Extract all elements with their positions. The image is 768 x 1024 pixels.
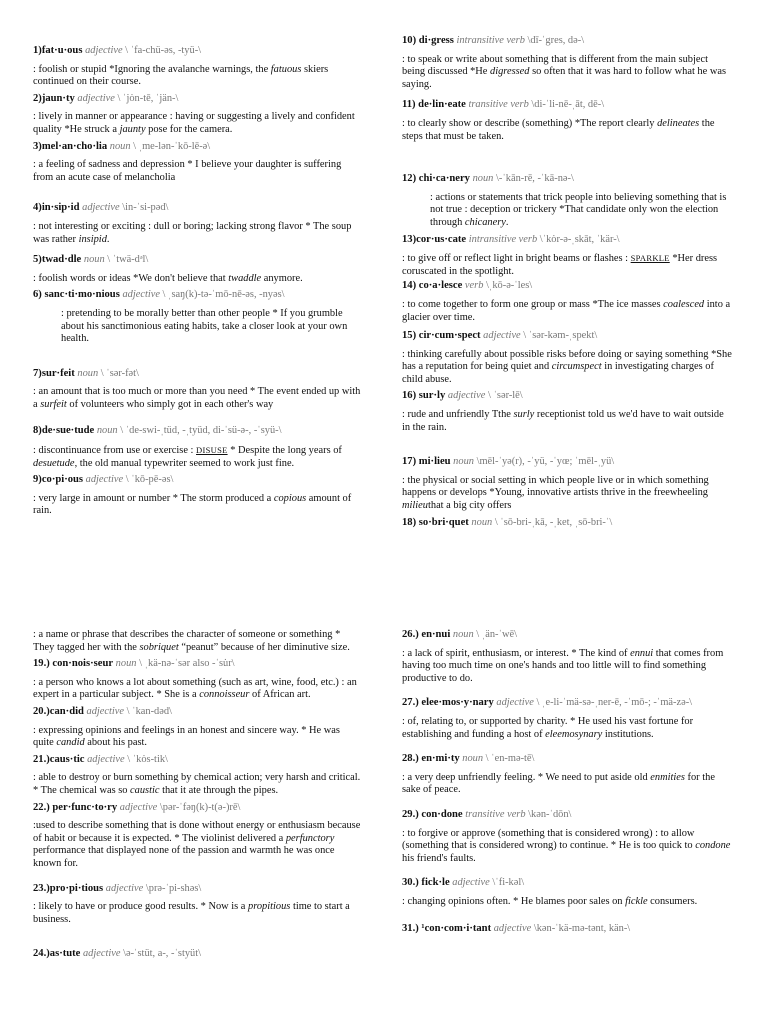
headword: 24.)as·tute (33, 948, 81, 960)
definition (402, 648, 732, 686)
pronunciation: \ˌkō-ə-ˈles\ (486, 280, 533, 292)
definition-text: anymore. (261, 272, 303, 284)
pronunciation: \pər-ˈfəŋ(k)-t(ə-)rē\ (159, 801, 241, 813)
dictionary-entry (33, 254, 363, 285)
dictionary-entry (33, 93, 363, 137)
definition (33, 820, 363, 870)
definition-text: , the old manual typewriter seemed to work just fine. (74, 457, 295, 469)
definition-text: so often that it was hard to follow what he was saying. (402, 66, 726, 90)
part-of-speech: noun (452, 629, 474, 640)
italic-term: milieu (402, 500, 428, 512)
definition (402, 828, 732, 866)
dictionary-entry (33, 368, 363, 412)
headword: 4)in·sip·id (33, 202, 80, 214)
part-of-speech: adjective (85, 45, 123, 56)
dictionary-entry (402, 234, 732, 279)
definition (33, 444, 363, 470)
pronunciation: \ ˌe-li-ˈmä-sə-ˌner-ē, -ˈmō-; -ˈmä-zə-\ (536, 697, 693, 709)
definition-text: : able to destroy or burn something by chemical action; very harsh and critical. * The chemical was so (33, 772, 361, 796)
definition (33, 159, 363, 184)
headword: 2)jaun·ty (33, 92, 75, 104)
italic-term: delineates (657, 117, 700, 129)
definition-text: : rude and unfriendly Tthe (402, 409, 514, 421)
headword: 6) sanc·ti·mo·nious (33, 289, 120, 301)
headword: 27.) elee·mos·y·nary (402, 697, 494, 709)
definition-text: : of, relating to, or supported by charity. * He used his vast fortune for establishing and funding a host of (402, 715, 694, 740)
pronunciation: \ ˈkan-dəd\ (126, 705, 172, 717)
part-of-speech: adjective (122, 289, 160, 301)
pronunciation: \ ˈsər-kəm-ˌspekt\ (523, 330, 598, 342)
entry-heading (33, 474, 363, 487)
pronunciation: \ ˌkä-nə-ˈsər also -ˈsu̇r\ (139, 658, 235, 670)
entry-heading (402, 390, 732, 403)
pronunciation: \ə-ˈstüt, a-, -ˈstyüt\ (123, 948, 202, 960)
entry-heading (402, 629, 732, 642)
definition (402, 772, 732, 797)
definition-text: receptionist told us we'd have to wait outside in the rain. (402, 409, 724, 433)
entry-heading (402, 877, 732, 890)
headword: 30.) fick·le (402, 877, 450, 889)
part-of-speech: noun (115, 658, 137, 670)
entry-heading (402, 99, 732, 112)
part-of-speech: noun (471, 516, 493, 528)
entry-heading (402, 173, 732, 186)
italic-term: sobriquet (139, 641, 179, 653)
headword: 28.) en·mi·ty (402, 753, 460, 765)
definition-text: pose for the camera. (145, 123, 233, 135)
part-of-speech: noun (109, 140, 131, 152)
italic-term: digressed (490, 66, 530, 78)
definition (33, 221, 363, 246)
definition-text: : actions or statements that trick people into believing something that is not true : deception or trickery *That candidate only won the election through (430, 191, 727, 228)
definition-text: his friend's faults. (402, 852, 476, 864)
headword: 15) cir·cum·spect (402, 330, 481, 342)
definition-text: : to forgive or approve (something that is considered wrong) : to allow (something that is considered wrong) to continue. * He is too quick to (402, 827, 696, 852)
italic-term: twaddle (228, 272, 262, 284)
pronunciation: \ˈfi-kəl\ (492, 877, 525, 889)
entry-heading (402, 517, 732, 530)
part-of-speech: noun (453, 456, 474, 468)
definition-text: : to give off or reflect light in bright beams or flashes : (402, 253, 631, 265)
part-of-speech: adjective (85, 474, 124, 486)
dictionary-entry (402, 280, 732, 324)
dictionary-entry (33, 658, 363, 702)
entry-heading (33, 45, 363, 58)
definition-text: *Her dress coruscated in the spotlight. (402, 253, 718, 277)
definition (402, 299, 732, 324)
part-of-speech: transitive verb (468, 99, 529, 111)
definition (402, 716, 732, 741)
entry-heading (33, 141, 363, 154)
italic-term: ennui (630, 647, 654, 659)
entry-heading (402, 234, 732, 247)
definition-text: : likely to have or produce good results. * Now is a (33, 901, 248, 913)
definition-text: . (505, 216, 509, 228)
headword: 29.) con·done (402, 808, 463, 820)
entry-heading (33, 658, 363, 671)
definition-text: for the sake of peace. (402, 771, 715, 796)
dictionary-entry (33, 883, 363, 927)
dictionary-entry (402, 697, 732, 741)
headword: 19.) con·nois·seur (33, 658, 114, 670)
headword: 20.)can·did (33, 705, 84, 717)
headword: 9)co·pi·ous (33, 474, 84, 486)
pronunciation: \ ˈsō-bri-ˌkā, -ˌket, ˌsō-bri-ˈ\ (494, 516, 613, 528)
definition (402, 409, 732, 434)
pronunciation: \ˈkȯr-ə-ˌskāt, ˈkär-\ (539, 233, 620, 245)
definition-text: : foolish words or ideas *We don't believe that (33, 272, 229, 284)
definition-text: : the physical or social setting in which people live or in which something happens or develops *Young, innovative artists thrive in the freewheeling (402, 474, 709, 499)
dictionary-entry (402, 809, 732, 865)
definition (402, 192, 732, 230)
headword: 3)mel·an·cho·lia (33, 140, 108, 152)
definition-text: : pretending to be morally better than other people * If you grumble about his sanctimonious eating habits, take a closer look at your own health. (61, 307, 348, 345)
italic-term: coalesced (663, 298, 705, 310)
headword: 31.) ¹con·com·i·tant (402, 922, 492, 934)
part-of-speech: adjective (82, 948, 121, 960)
pronunciation: \ ˌän-ˈwē\ (476, 629, 517, 640)
definition-text: of African art. (249, 689, 311, 701)
definition-text: : very large in amount or number * The storm produced a (33, 492, 274, 504)
part-of-speech: adjective (86, 705, 125, 717)
headword: 5)twad·dle (33, 254, 82, 266)
italic-term: eleemosynary (545, 728, 603, 740)
pronunciation: \ ˈen-mə-tē\ (485, 753, 535, 765)
italic-term: fickle (625, 895, 648, 907)
dictionary-entry (33, 289, 363, 345)
dictionary-entry (33, 948, 363, 961)
definition-text: : a lack of spirit, enthusiasm, or interest. * The kind of (402, 647, 631, 659)
italic-term: fatuous (270, 63, 302, 75)
pronunciation: \in-ˈsi-pəd\ (122, 202, 169, 214)
italic-term: enmities (650, 771, 685, 783)
headword: 23.)pro·pi·tious (33, 882, 104, 894)
dictionary-entry (402, 629, 732, 685)
headword: 17) mi·lieu (402, 456, 451, 468)
headword: 1)fat·u·ous (33, 45, 83, 56)
definition-text: : a feeling of sadness and depression * I believe your daughter is suffering from an acute case of melancholia (33, 159, 342, 183)
entry-heading (402, 456, 732, 469)
entry-heading (33, 289, 363, 302)
definition (33, 493, 363, 518)
part-of-speech: adjective (87, 753, 125, 765)
italic-term: condone (695, 840, 731, 852)
dictionary-entry (402, 35, 732, 91)
italic-term: copious (273, 492, 307, 504)
definition (33, 308, 363, 346)
dictionary-entry (33, 706, 363, 750)
entry-heading (33, 93, 363, 106)
definition-text: : a very deep unfriendly feeling. * We need to put aside old (402, 771, 651, 783)
definition (33, 629, 363, 654)
entry-heading (33, 202, 363, 215)
definition-text: . (106, 233, 110, 245)
dictionary-entry (402, 456, 732, 512)
entry-heading (402, 697, 732, 710)
headword: 7)sur·feit (33, 367, 75, 379)
headword: 16) sur·ly (402, 390, 446, 402)
part-of-speech: noun (96, 425, 118, 437)
definition (402, 54, 732, 92)
pronunciation: \ ˈjȯn-tē, ˈjän-\ (117, 92, 179, 104)
headword: 22.) per·func·to·ry (33, 801, 118, 813)
definition-text: : an amount that is too much or more than you need * The event ended up with a (33, 386, 361, 410)
pronunciation: \kən-ˈkä-mə-tənt, kän-\ (533, 922, 631, 934)
pronunciation: \prə-ˈpi-shəs\ (145, 882, 202, 894)
italic-term: surfeit (40, 398, 67, 410)
part-of-speech: adjective (496, 697, 534, 709)
pronunciation: \mēl-ˈyə(r), -ˈyü, -ˈyœ; ˈmēl-ˌyü\ (476, 456, 615, 468)
italic-term: jaunty (119, 123, 146, 135)
pronunciation: \ ˈsər-lē\ (487, 390, 523, 402)
definition-text: into a glacier over time. (402, 298, 731, 323)
column-4 (402, 629, 732, 935)
dictionary-entry (402, 330, 732, 386)
entry-heading (33, 706, 363, 719)
definition (402, 475, 732, 513)
synonym-smallcaps: SPARKLE (630, 253, 670, 264)
part-of-speech: noun (472, 173, 494, 185)
pronunciation: \ ˌme-lən-ˈkō-lē-ə\ (133, 140, 211, 152)
headword: 10) di·gress (402, 35, 454, 46)
definition-text: * Despite the long years of (227, 445, 342, 457)
dictionary-entry (33, 629, 363, 654)
italic-term: chicanery (464, 216, 506, 228)
pronunciation: \ ˌsaŋ(k)-tə-ˈmō-nē-əs, -nyəs\ (162, 289, 285, 301)
headword: 13)cor·us·cate (402, 233, 467, 245)
definition (33, 677, 363, 702)
pronunciation: \ ˈtwä-dᵊl\ (107, 254, 149, 266)
synonym-smallcaps: DISUSE (196, 445, 228, 456)
definition-text: : expressing opinions and feelings in an honest and sincere way. * He was quite (33, 724, 340, 749)
part-of-speech: adjective (119, 801, 158, 813)
italic-term: propitious (248, 901, 291, 913)
part-of-speech: intransitive verb (456, 35, 525, 46)
definition-text: that a big city offers (427, 500, 512, 512)
part-of-speech: noun (83, 254, 105, 266)
dictionary-entry (33, 141, 363, 185)
definition-text: : foolish or stupid *Ignoring the avalanche warnings, the (33, 63, 271, 75)
part-of-speech: intransitive verb (468, 233, 538, 245)
definition-text: amount of rain. (33, 492, 352, 517)
definition-text: : thinking carefully about possible risks before doing or saying something *She has a reputation for being quiet and (402, 348, 732, 373)
entry-heading (33, 425, 363, 438)
pronunciation: \ ˈkȯs-tik\ (127, 753, 168, 765)
entry-heading (402, 923, 732, 936)
definition (402, 252, 732, 278)
definition-text: about his past. (84, 737, 147, 749)
pronunciation: \ ˈsər-fət\ (100, 367, 139, 379)
dictionary-entry (33, 202, 363, 246)
italic-term: perfunctory (285, 832, 335, 844)
definition-text: in investigating charges of child abuse. (402, 361, 714, 385)
entry-heading (33, 368, 363, 381)
definition-text: institutions. (602, 728, 654, 740)
part-of-speech: adjective (452, 877, 490, 889)
entry-heading (33, 802, 363, 815)
pronunciation: \-ˈkān-rē, -ˈkā-nə-\ (495, 173, 574, 185)
part-of-speech: noun (77, 367, 99, 379)
dictionary-entry (33, 754, 363, 798)
italic-term: caustic (130, 784, 160, 796)
definition (402, 349, 732, 387)
definition-text: : to speak or write about something that is different from the main subject being discussed *He (402, 53, 708, 78)
pronunciation: \ ˈde-swi-ˌtüd, -ˌtyüd, di-ˈsü-ə-, -ˈsyü-\ (120, 425, 282, 437)
definition (33, 111, 363, 136)
part-of-speech: adjective (105, 882, 144, 894)
definition-text: : to clearly show or describe (something) *The report clearly (402, 117, 658, 129)
dictionary-entry (402, 923, 732, 936)
definition-text: : discontinuance from use or exercise : (33, 445, 197, 457)
definition (33, 273, 363, 286)
headword: 21.)caus·tic (33, 753, 85, 765)
part-of-speech: adjective (77, 92, 115, 104)
definition-text: performance that displayed none of the passion and warmth he was once known for. (33, 845, 335, 869)
dictionary-entry (402, 877, 732, 908)
pronunciation: \ ˈkō-pē-əs\ (125, 474, 174, 486)
entry-heading (402, 330, 732, 343)
dictionary-entry (402, 390, 732, 434)
headword: 14) co·a·lesce (402, 280, 463, 292)
italic-term: candid (56, 737, 85, 749)
part-of-speech: transitive verb (465, 808, 526, 820)
dictionary-entry (33, 802, 363, 871)
part-of-speech: verb (464, 280, 484, 292)
definition (33, 725, 363, 750)
definition-text: time to start a business. (33, 901, 350, 925)
dictionary-entry (33, 425, 363, 470)
dictionary-entry (33, 45, 363, 89)
headword: 11) de·lin·eate (402, 99, 466, 111)
definition-text: : a name or phrase that describes the character of someone or something * They tagged her with the (33, 629, 341, 653)
headword: 26.) en·nui (402, 629, 451, 640)
italic-term: circumspect (551, 361, 602, 373)
definition-text: that it ate through the pipes. (159, 784, 279, 796)
entry-heading (402, 753, 732, 766)
headword: 8)de·sue·tude (33, 425, 95, 437)
italic-term: connoisseur (199, 689, 250, 701)
definition-text: : a person who knows a lot about something (such as art, wine, food, etc.) : an expert in a particular subject. * She is a (33, 676, 357, 701)
definition-text: :used to describe something that is done without energy or enthusiasm because of habit or because it is expected. * The violinist delivered a (33, 820, 361, 844)
definition-text: consumers. (647, 895, 698, 907)
part-of-speech: adjective (483, 330, 521, 342)
definition-text: : not interesting or exciting : dull or boring; lacking strong flavor * The soup was rather (33, 220, 352, 245)
entry-heading (33, 883, 363, 896)
definition-text: : changing opinions often. * He blames poor sales on (402, 895, 626, 907)
definition (33, 386, 363, 411)
pronunciation: \dī-ˈgres, də-\ (527, 35, 585, 46)
definition-text: of volunteers who simply got in each other's way (66, 398, 274, 410)
column-3 (33, 629, 363, 961)
entry-heading (33, 754, 363, 767)
definition (33, 64, 363, 89)
part-of-speech: adjective (82, 202, 120, 214)
column-2 (402, 35, 732, 529)
italic-term: desuetude (33, 457, 75, 469)
italic-term: surly (513, 409, 535, 421)
column-1 (33, 45, 363, 518)
definition-text: skiers continued on their course. (33, 63, 329, 88)
headword: 12) chi·ca·nery (402, 173, 470, 185)
definition-text: that comes from having too much time on one's hands and too little will to find something productive to do. (402, 647, 724, 684)
definition (33, 772, 363, 797)
definition (402, 896, 732, 909)
dictionary-entry (402, 99, 732, 143)
italic-term: insipid (78, 233, 107, 245)
dictionary-entry (402, 753, 732, 797)
pronunciation: \ ˈfa-chü-əs, -tyü-\ (125, 45, 202, 56)
definition-text: the steps that must be taken. (402, 117, 715, 142)
dictionary-entry (402, 517, 732, 530)
part-of-speech: noun (462, 753, 484, 765)
definition-text: “peanut” because of her diminutive size. (178, 641, 350, 653)
entry-heading (33, 948, 363, 961)
pronunciation: \di-ˈli-nē-ˌāt, dē-\ (531, 99, 605, 111)
part-of-speech: adjective (447, 390, 486, 402)
entry-heading (402, 809, 732, 822)
part-of-speech: adjective (493, 922, 532, 934)
definition-text: : lively in manner or appearance : having or suggesting a lively and confident quality *He struck a (33, 111, 355, 135)
dictionary-entry (33, 474, 363, 518)
definition (402, 118, 732, 143)
entry-heading (402, 280, 732, 293)
definition (33, 901, 363, 926)
dictionary-entry (402, 173, 732, 229)
definition-text: : to come together to form one group or mass *The ice masses (402, 298, 664, 310)
entry-heading (402, 35, 732, 48)
pronunciation: \kən-ˈdōn\ (528, 808, 572, 820)
headword: 18) so·bri·quet (402, 516, 469, 528)
entry-heading (33, 254, 363, 267)
